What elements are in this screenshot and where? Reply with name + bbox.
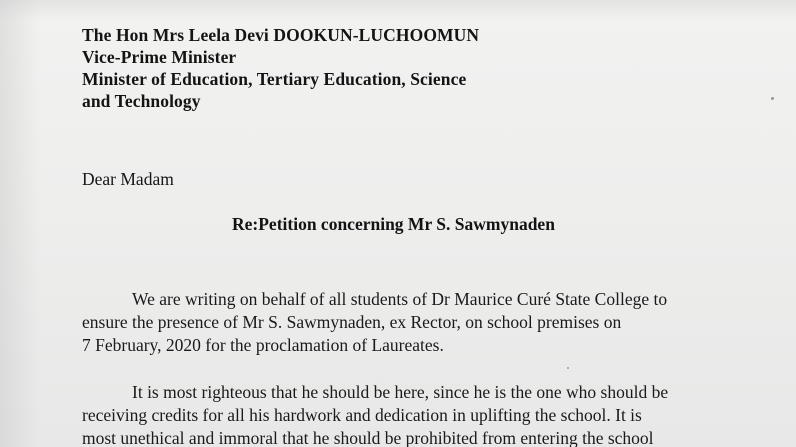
salutation: Dear Madam [82,169,174,189]
paragraph-1-line-1: We are writing on behalf of all students of Dr Maurice Curé State College to [132,289,668,309]
recipient-name: The Hon Mrs Leela Devi DOOKUN-LUCHOOMUN [82,25,480,45]
paragraph-2-line-2: receiving credits for all his hardwork and dedication in uplifting the school. It is [82,405,642,425]
recipient-address-block [82,24,479,112]
paragraph-2 [82,381,732,447]
paragraph-2-line-3: most unethical and immoral that he should be prohibited from entering the school [82,428,654,447]
paragraph-2-line-1: It is most righteous that he should be here, since he is the one who should be [132,382,669,402]
paragraph-1-line-3: 7 February, 2020 for the proclamation of Laureates. [82,335,444,355]
page-shadow-top [0,0,796,20]
recipient-title-line-3: and Technology [82,91,201,111]
paper-speck [771,97,774,100]
paragraph-1-line-2: ensure the presence of Mr S. Sawmynaden, ex Rector, on school premises on [82,312,622,332]
paragraph-1 [82,288,732,357]
recipient-title-line-1: Vice-Prime Minister [82,47,237,67]
recipient-title-line-2: Minister of Education, Tertiary Education, Science [82,69,467,89]
subject-line: Re:Petition concerning Mr S. Sawmynaden [232,214,555,234]
page-shadow-left [0,0,40,447]
paper-speck [567,367,569,369]
